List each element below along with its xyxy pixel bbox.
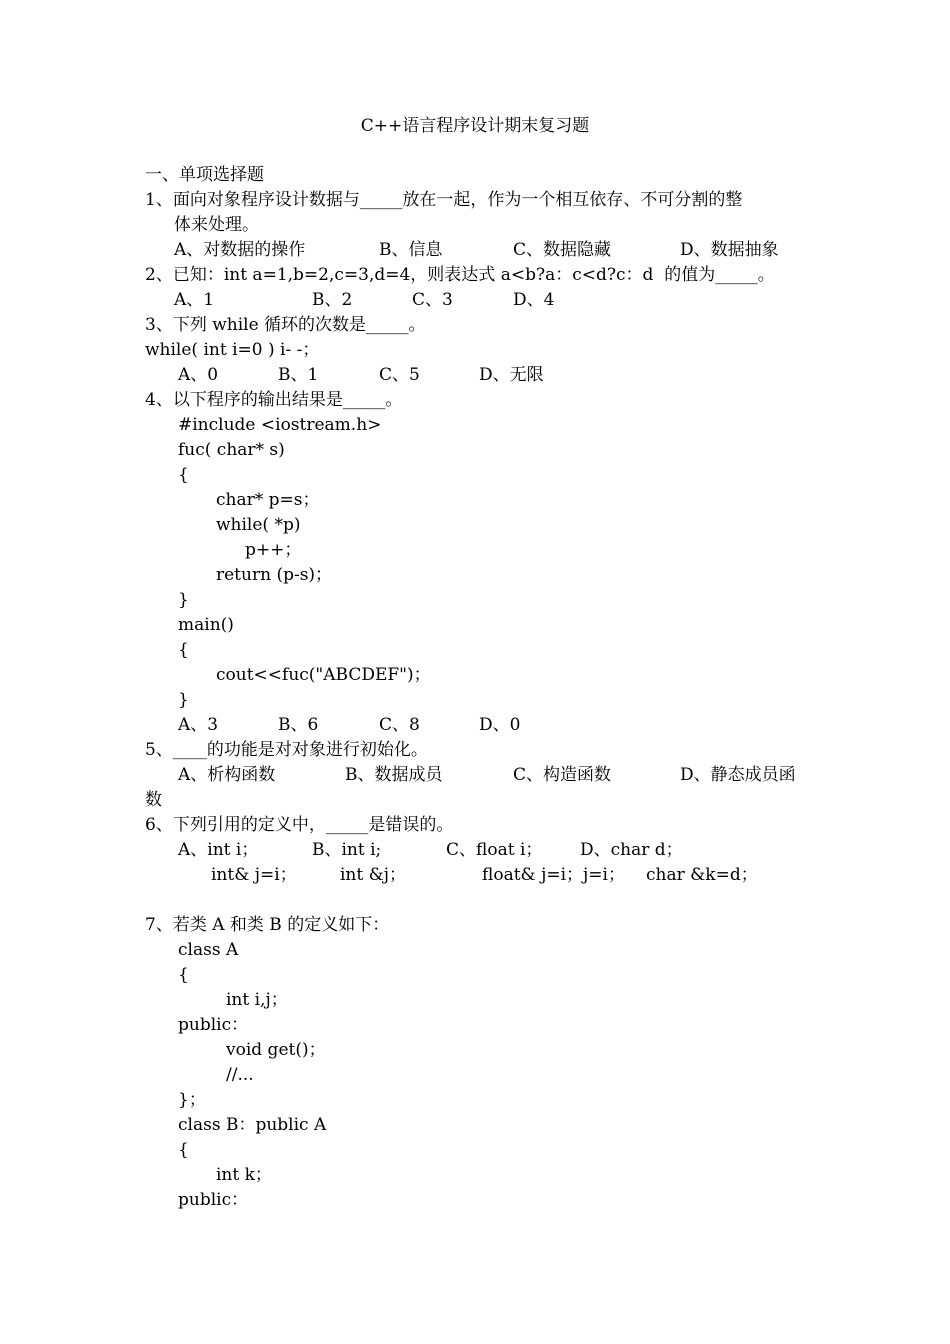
- code-line: int k；: [216, 1165, 272, 1185]
- question-1-stem: 1、面向对象程序设计数据与_____放在一起，作为一个相互依存、不可分割的整: [145, 190, 743, 210]
- option-b-cont: int &j；: [340, 865, 407, 885]
- code-line: char* p=s；: [216, 490, 320, 510]
- question-4-options: [145, 713, 815, 738]
- option-d-cont: char &k=d；: [646, 865, 758, 885]
- option-d: D、4: [513, 290, 555, 310]
- code-line: int i,j；: [226, 990, 288, 1010]
- code-line: return (p-s)；: [216, 565, 333, 585]
- option-c: C、数据隐藏: [513, 240, 612, 260]
- question-6-stem: 6、下列引用的定义中，_____是错误的。: [145, 815, 454, 835]
- question-5-stem: 5、____的功能是对对象进行初始化。: [145, 740, 428, 760]
- option-a: A、析构函数: [178, 765, 276, 785]
- blank-line: [145, 888, 815, 913]
- code-line: {: [178, 465, 189, 485]
- code-line: public：: [178, 1015, 249, 1035]
- option-b: B、数据成员: [345, 765, 443, 785]
- section-heading: 一、单项选择题: [145, 165, 264, 185]
- code-line: class A: [178, 940, 239, 960]
- code-line: void get()；: [226, 1040, 326, 1060]
- option-c-cont: float& j=i；j=i；: [482, 865, 625, 885]
- option-c: C、float i；: [446, 840, 543, 860]
- option-b: B、2: [312, 290, 353, 310]
- code-line: while( *p): [216, 515, 301, 535]
- option-a: A、对数据的操作: [174, 240, 306, 260]
- question-7-stem: 7、若类 A 和类 B 的定义如下：: [145, 915, 390, 935]
- option-c: C、5: [379, 365, 420, 385]
- code-line: {: [178, 1140, 189, 1160]
- option-c: C、构造函数: [513, 765, 612, 785]
- option-b: B、1: [278, 365, 319, 385]
- question-1-options: [145, 238, 815, 263]
- option-a: A、1: [174, 290, 215, 310]
- code-line: {: [178, 640, 189, 660]
- question-3-code: while( int i=0 ) i- -；: [145, 340, 320, 360]
- question-6-options-cont: [145, 863, 815, 888]
- question-3-options: [145, 363, 815, 388]
- question-3-stem: 3、下列 while 循环的次数是_____。: [145, 315, 426, 335]
- code-line: #include <iostream.h>: [178, 415, 382, 435]
- question-5-option-d-cont: 数: [145, 790, 162, 810]
- option-d: D、0: [479, 715, 521, 735]
- code-line: main(): [178, 615, 234, 635]
- option-d: D、无限: [479, 365, 544, 385]
- code-line: {: [178, 965, 189, 985]
- option-a: A、0: [178, 365, 219, 385]
- option-c: C、3: [412, 290, 453, 310]
- option-a: A、int i；: [178, 840, 259, 860]
- option-c: C、8: [379, 715, 420, 735]
- question-4-stem: 4、以下程序的输出结果是_____。: [145, 390, 403, 410]
- option-b: B、信息: [379, 240, 443, 260]
- code-line: }: [178, 690, 189, 710]
- code-line: public：: [178, 1190, 249, 1210]
- option-b: B、6: [278, 715, 319, 735]
- code-line: }: [178, 590, 189, 610]
- question-1-stem-cont: 体来处理。: [174, 215, 259, 235]
- option-a-cont: int& j=i；: [211, 865, 297, 885]
- option-d: D、数据抽象: [680, 240, 779, 260]
- option-d: D、静态成员函: [680, 765, 796, 785]
- option-a: A、3: [178, 715, 219, 735]
- document-title: C++语言程序设计期末复习题: [360, 116, 590, 136]
- code-line: fuc( char* s): [178, 440, 285, 460]
- document-body: [145, 163, 815, 1213]
- code-line: }；: [178, 1090, 206, 1110]
- code-line: p++；: [245, 540, 302, 560]
- code-line: class B：public A: [178, 1115, 327, 1135]
- question-2-options: [145, 288, 815, 313]
- option-d: D、char d；: [580, 840, 683, 860]
- question-5-options: [145, 763, 815, 788]
- code-line: //...: [226, 1065, 254, 1085]
- code-line: cout<<fuc("ABCDEF")；: [216, 665, 431, 685]
- option-b: B、int i;: [312, 840, 382, 860]
- question-2-stem: 2、已知：int a=1,b=2,c=3,d=4，则表达式 a<b?a：c<d?c：d 的值为_____。: [145, 265, 775, 285]
- question-6-options: [145, 838, 815, 863]
